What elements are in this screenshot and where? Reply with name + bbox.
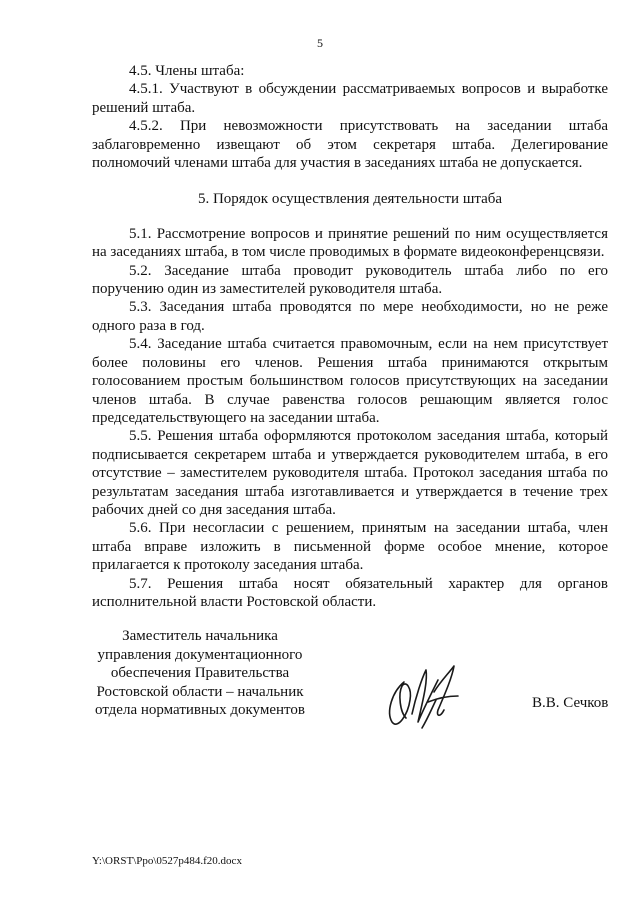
paragraph-5-3: 5.3. Заседания штаба проводятся по мере необходимости, но не реже одного раза в год. (92, 299, 608, 334)
section-5-heading: 5. Порядок осуществления деятельности штаба (197, 191, 503, 208)
page-number: 5 (317, 36, 323, 50)
position-line: обеспечения Правительства (110, 665, 290, 682)
paragraph-5-5: 5.5. Решения штаба оформляются протоколом заседания штаба, который подписывается секретарем штаба и утверждается руководителем штаба, в его отсутствие – заместителем руководителя штаба. Протокол заседания штаба по результатам заседания штаба изготавливается и утверждается в течение трех рабочих дней со дня заседания штаба. (92, 428, 608, 518)
paragraph-5-4: 5.4. Заседание штаба считается правомочным, если на нем присутствует более половины его членов. Решения штаба принимаются открытым голосованием простым большинством голосов присутствующих на заседании членов штаба. В случае равенства голосов решающим является голос председательствующего на заседании штаба. (92, 336, 608, 426)
position-line: Ростовской области – начальник (96, 683, 304, 700)
signatory-position (92, 627, 308, 720)
paragraph-4-5-1: 4.5.1. Участвуют в обсуждении рассматриваемых вопросов и выработке решений штаба. (92, 81, 608, 116)
paragraph-5-2: 5.2. Заседание штаба проводит руководитель штаба либо по его поручению один из заместителей руководителя штаба. (92, 262, 608, 298)
paragraph-5-7: 5.7. Решения штаба носят обязательный характер для органов исполнительной власти Ростовской области. (92, 575, 608, 610)
document-body (92, 62, 608, 611)
position-line: управления документационного (97, 646, 303, 663)
paragraph-4-5: 4.5. Члены штаба: (129, 63, 245, 79)
position-line: отдела нормативных документов (95, 702, 305, 719)
handwritten-signature-icon (382, 652, 468, 736)
paragraph-4-5-2: 4.5.2. При невозможности присутствовать на заседании штаба заблаговременно извещают об этом секретаря штаба. Делегирование полномочий членами штаба для участия в заседаниях штаба не допускается. (92, 118, 608, 172)
paragraph-5-6: 5.6. При несогласии с решением, принятым на заседании штаба, член штаба вправе изложить в письменной форме особое мнение, которое прилагается к протоколу заседания штаба. (92, 520, 608, 574)
position-line: Заместитель начальника (122, 628, 278, 644)
signer-name: В.В. Сечков (532, 695, 609, 711)
file-path: Y:\ORST\Ppo\0527p484.f20.docx (92, 855, 242, 867)
paragraph-5-1: 5.1. Рассмотрение вопросов и принятие решений по ним осуществляется на заседаниях штаба, в том числе проводимых в формате видеоконференцсвязи. (92, 225, 608, 261)
